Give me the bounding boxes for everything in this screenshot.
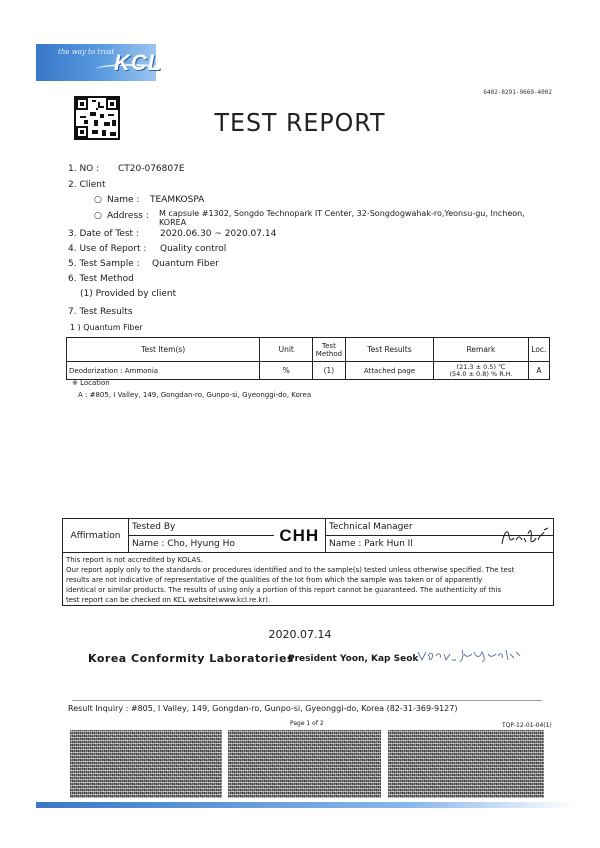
security-pattern-right <box>388 730 544 798</box>
client-address-line1: M capsule #1302, Songdo Technopark IT Center, 32-Songdogwahak-ro,Yeonsu-gu, Incheon, <box>159 209 525 218</box>
tester-name: Name : Cho, Hyung Ho <box>129 536 274 553</box>
header-test-method-line2: Method <box>315 349 343 358</box>
use-of-report-value: Quality control <box>160 244 227 254</box>
client-address-label: Address : <box>107 211 149 221</box>
cell-results: Attached page <box>345 362 433 380</box>
test-sample-value: Quantum Fiber <box>152 259 219 269</box>
affirmation-table <box>62 518 554 553</box>
remark-humidity: (54.0 ± 0.8) % R.H. <box>449 369 513 378</box>
header-test-method-line1: Test <box>322 341 336 350</box>
test-method-label: 6. Test Method <box>68 274 134 284</box>
use-of-report-label: 4. Use of Report : <box>68 244 147 254</box>
president-name: President Yoon, Kap Seok <box>288 654 419 664</box>
manager-signature <box>500 524 550 550</box>
cell-unit: % <box>260 362 313 380</box>
client-name-label: Name : <box>107 195 140 205</box>
cell-location: A <box>528 362 549 380</box>
document-number: 6402-8291-9669-4002 <box>483 89 552 96</box>
technical-manager-label: Technical Manager <box>326 519 554 536</box>
affirmation-label: Affirmation <box>63 519 129 553</box>
cell-remark <box>434 362 529 380</box>
president-signature <box>416 646 526 668</box>
security-pattern-left <box>70 730 222 798</box>
table-row <box>67 362 550 380</box>
tested-by-label: Tested By <box>129 519 274 536</box>
report-number-value: CT20-076807E <box>118 164 185 174</box>
results-header-row <box>67 338 550 362</box>
location-label: ※ Location <box>72 379 110 387</box>
results-table <box>66 337 550 380</box>
test-sample-label: 5. Test Sample : <box>68 259 140 269</box>
report-title: TEST REPORT <box>214 108 386 137</box>
organization-name: Korea Conformity Laboratories <box>88 652 294 665</box>
report-number-label: 1. NO : <box>68 164 100 174</box>
result-inquiry: Result Inquiry : #805, I Valley, 149, Gongdan-ro, Gunpo-si, Gyeonggi-do, Korea (82-31-369-9127) <box>68 704 458 713</box>
disclaimer-line: results are not indicative of representative of the qualities of the lot from which the sample was taken or of apparently <box>66 576 483 584</box>
header-location: Loc. <box>528 338 549 362</box>
disclaimer-line: test report can be checked on KCL website(www.kcl.re.kr). <box>66 596 271 604</box>
kcl-banner <box>36 44 163 81</box>
kcl-logo: KCL <box>114 50 163 75</box>
disclaimer-line: This report is not accredited by KOLAS. <box>66 556 203 564</box>
header-test-results: Test Results <box>345 338 433 362</box>
header-remark: Remark <box>434 338 529 362</box>
remark-temperature: (21.3 ± 0.5) ℃ <box>456 362 506 371</box>
client-name-value: TEAMKOSPA <box>150 195 205 205</box>
location-value: A : #805, I Valley, 149, Gongdan-ro, Gunpo-si, Gyeonggi-do, Korea <box>78 391 312 399</box>
cell-test-item: Deodorization : Ammonia <box>67 362 260 380</box>
circle-bullet-icon: ○ <box>94 195 102 205</box>
disclaimer-line: Our report apply only to the standards or procedures identified and to the sample(s) tested unless otherwise specified. The test <box>66 566 515 574</box>
cell-method: (1) <box>313 362 346 380</box>
banner-tagline: the way to trust <box>58 48 115 56</box>
security-pattern-center <box>228 730 381 798</box>
page-number: Page 1 of 2 <box>290 720 324 727</box>
circle-bullet-icon: ○ <box>94 211 102 221</box>
header-test-items: Test Item(s) <box>67 338 260 362</box>
disclaimer-box <box>62 552 554 606</box>
disclaimer-line: identical or similar products. The results of using only a portion of this report cannot be guaranteed. The authenticity of this <box>66 586 502 594</box>
test-method-value: (1) Provided by client <box>80 289 177 299</box>
tester-signature: CHH <box>274 519 326 553</box>
form-code: TQP-12-01-04(1) <box>502 722 552 729</box>
issue-date: 2020.07.14 <box>268 628 332 641</box>
header-unit: Unit <box>260 338 313 362</box>
header-test-method <box>313 338 346 362</box>
manager-name: Name : Park Hun Il <box>326 536 554 553</box>
footer-divider <box>72 700 542 701</box>
client-address-line2: KOREA <box>159 218 187 227</box>
footer-bar <box>36 802 574 808</box>
date-of-test-label: 3. Date of Test : <box>68 229 139 239</box>
client-label: 2. Client <box>68 180 106 190</box>
results-subheading: 1 ) Quantum Fiber <box>70 323 143 332</box>
test-results-label: 7. Test Results <box>68 307 133 317</box>
date-of-test-value: 2020.06.30 ~ 2020.07.14 <box>160 229 277 239</box>
